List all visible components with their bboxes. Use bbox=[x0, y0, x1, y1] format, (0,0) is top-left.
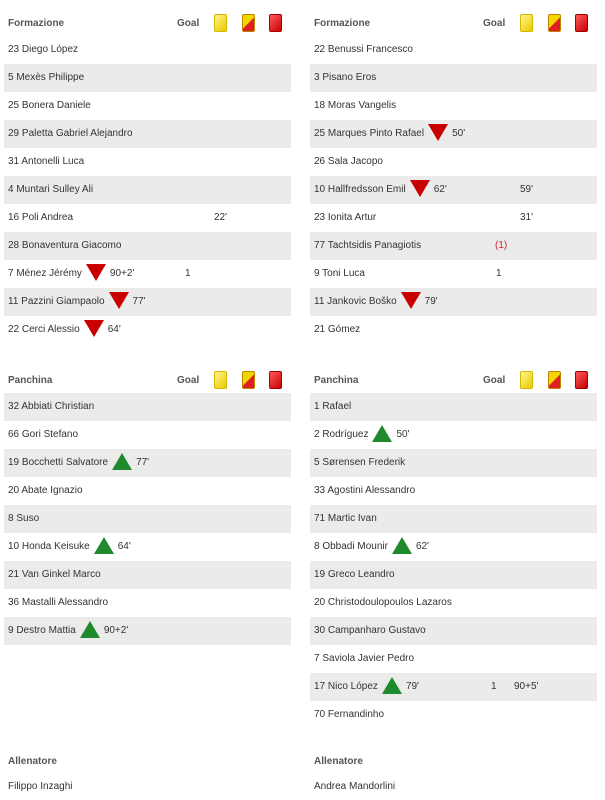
substitution-in-arrow bbox=[382, 677, 402, 694]
player-row bbox=[310, 393, 597, 421]
player-name: 25 Marques Pinto Rafael bbox=[314, 128, 425, 139]
player-row bbox=[4, 260, 291, 288]
substitution-in-arrow bbox=[94, 537, 114, 554]
player-row bbox=[310, 316, 597, 344]
home-coach-name: Filippo Inzaghi bbox=[8, 781, 73, 792]
player-name: 10 Honda Keisuke bbox=[8, 541, 90, 552]
substitution-time: 62' bbox=[433, 184, 447, 195]
second-yellow-card-icon bbox=[242, 14, 255, 32]
yellow-card-icon bbox=[520, 371, 533, 389]
substitution-out-arrow bbox=[84, 320, 104, 337]
red-card-icon bbox=[575, 371, 588, 389]
player-name: 31 Antonelli Luca bbox=[8, 156, 85, 167]
player-name: 26 Sala Jacopo bbox=[314, 156, 383, 167]
substitution-time: 79' bbox=[424, 296, 438, 307]
yellow-card-icon bbox=[520, 14, 533, 32]
away-lineup-header bbox=[310, 12, 597, 32]
player-name: 23 Diego López bbox=[8, 44, 79, 55]
goals-count: 1 bbox=[491, 681, 497, 692]
player-row bbox=[4, 561, 291, 589]
player-name: 17 Nico López bbox=[314, 681, 378, 692]
player-name: 32 Abbiati Christian bbox=[8, 401, 95, 412]
substitution-in-arrow bbox=[392, 537, 412, 554]
player-name: 29 Paletta Gabriel Alejandro bbox=[8, 128, 133, 139]
player-row bbox=[310, 288, 597, 316]
substitution-time: 90+2' bbox=[103, 625, 129, 636]
goal-column-header: Goal bbox=[177, 18, 200, 29]
player-name: 5 Sørensen Frederik bbox=[314, 457, 406, 468]
player-row bbox=[4, 92, 291, 120]
player-row bbox=[4, 316, 291, 344]
player-name: 2 Rodríguez bbox=[314, 429, 369, 440]
yellow-card-icon bbox=[214, 371, 227, 389]
player-row bbox=[4, 421, 291, 449]
player-name: 21 Gómez bbox=[314, 324, 361, 335]
away-bench-table bbox=[310, 369, 597, 729]
player-row bbox=[4, 232, 291, 260]
home-lineup-table bbox=[4, 12, 291, 344]
player-name: 36 Mastalli Alessandro bbox=[8, 597, 109, 608]
substitution-out-arrow bbox=[109, 292, 129, 309]
card-time: 90+5' bbox=[514, 681, 539, 692]
player-name: 10 Hallfredsson Emil bbox=[314, 184, 406, 195]
yellow-card-icon bbox=[214, 14, 227, 32]
player-row bbox=[310, 617, 597, 645]
player-row bbox=[4, 120, 291, 148]
player-row bbox=[4, 64, 291, 92]
home-bench-header bbox=[4, 369, 291, 389]
substitution-out-arrow bbox=[410, 180, 430, 197]
player-row bbox=[310, 505, 597, 533]
player-row bbox=[310, 477, 597, 505]
player-row bbox=[310, 260, 597, 288]
player-row bbox=[4, 148, 291, 176]
player-name: 20 Abate Ignazio bbox=[8, 485, 83, 496]
goals-count: 1 bbox=[185, 268, 191, 279]
player-name: 7 Ménez Jérémy bbox=[8, 268, 82, 279]
player-name: 18 Moras Vangelis bbox=[314, 100, 397, 111]
substitution-in-arrow bbox=[372, 425, 392, 442]
player-name: 5 Mexès Philippe bbox=[8, 72, 85, 83]
player-row bbox=[4, 505, 291, 533]
substitution-time: 90+2' bbox=[109, 268, 135, 279]
substitution-time: 64' bbox=[107, 324, 121, 335]
player-name: 22 Cerci Alessio bbox=[8, 324, 80, 335]
player-name: 30 Campanharo Gustavo bbox=[314, 625, 426, 636]
player-name: 71 Martic Ivan bbox=[314, 513, 377, 524]
player-row bbox=[310, 673, 597, 701]
away-coach-label: Allenatore bbox=[314, 756, 363, 767]
goals-count: 1 bbox=[496, 268, 502, 279]
player-name: 19 Greco Leandro bbox=[314, 569, 395, 580]
player-row bbox=[310, 701, 597, 729]
player-name: 19 Bocchetti Salvatore bbox=[8, 457, 109, 468]
player-name: 3 Pisano Eros bbox=[314, 72, 377, 83]
player-row bbox=[310, 64, 597, 92]
player-name: 70 Fernandinho bbox=[314, 709, 385, 720]
player-name: 25 Bonera Daniele bbox=[8, 100, 91, 111]
player-name: 9 Destro Mattia bbox=[8, 625, 76, 636]
yellow-card-time: 31' bbox=[520, 212, 534, 223]
substitution-time: 77' bbox=[132, 296, 146, 307]
home-bench-table bbox=[4, 369, 291, 645]
substitution-out-arrow bbox=[86, 264, 106, 281]
player-name: 16 Poli Andrea bbox=[8, 212, 74, 223]
player-name: 1 Rafael bbox=[314, 401, 352, 412]
player-row bbox=[310, 561, 597, 589]
player-row bbox=[4, 204, 291, 232]
player-row bbox=[4, 288, 291, 316]
home-coach-label: Allenatore bbox=[8, 756, 57, 767]
player-row bbox=[310, 176, 597, 204]
away-coach-name: Andrea Mandorlini bbox=[314, 781, 396, 792]
substitution-time: 50' bbox=[396, 429, 410, 440]
substitution-time: 64' bbox=[117, 541, 131, 552]
player-row bbox=[310, 120, 597, 148]
player-name: 7 Saviola Javier Pedro bbox=[314, 653, 415, 664]
substitution-time: 77' bbox=[136, 457, 150, 468]
player-row bbox=[4, 449, 291, 477]
substitution-out-arrow bbox=[428, 124, 448, 141]
substitution-time: 62' bbox=[415, 541, 429, 552]
player-name: 21 Van Ginkel Marco bbox=[8, 569, 101, 580]
home-lineup-header bbox=[4, 12, 291, 32]
player-row bbox=[4, 36, 291, 64]
bench-title: Panchina bbox=[314, 375, 359, 386]
second-yellow-card-icon bbox=[242, 371, 255, 389]
goal-column-header: Goal bbox=[483, 375, 506, 386]
lineup-title: Formazione bbox=[8, 18, 65, 29]
player-row bbox=[310, 421, 597, 449]
player-row bbox=[4, 533, 291, 561]
lineup-title: Formazione bbox=[314, 18, 371, 29]
bench-title: Panchina bbox=[8, 375, 53, 386]
player-row bbox=[310, 232, 597, 260]
player-row bbox=[310, 92, 597, 120]
player-name: 9 Toni Luca bbox=[314, 268, 365, 279]
player-row bbox=[310, 204, 597, 232]
player-name: 8 Obbadi Mounir bbox=[314, 541, 388, 552]
player-row bbox=[310, 148, 597, 176]
goal-column-header: Goal bbox=[483, 18, 506, 29]
own-goal-count: (1) bbox=[495, 240, 508, 251]
substitution-time: 79' bbox=[405, 681, 419, 692]
player-name: 77 Tachtsidis Panagiotis bbox=[314, 240, 422, 251]
red-card-icon bbox=[269, 14, 282, 32]
second-yellow-card-icon bbox=[548, 371, 561, 389]
player-row bbox=[310, 36, 597, 64]
player-row bbox=[4, 589, 291, 617]
away-lineup-table bbox=[310, 12, 597, 344]
substitution-out-arrow bbox=[401, 292, 421, 309]
player-name: 23 Ionita Artur bbox=[314, 212, 377, 223]
goal-column-header: Goal bbox=[177, 375, 200, 386]
red-card-icon bbox=[575, 14, 588, 32]
substitution-time: 50' bbox=[452, 128, 466, 139]
yellow-card-time: 22' bbox=[214, 212, 228, 223]
player-name: 11 Jankovic Boško bbox=[314, 296, 397, 307]
player-name: 20 Christodoulopoulos Lazaros bbox=[314, 597, 452, 608]
player-name: 33 Agostini Alessandro bbox=[314, 485, 416, 496]
substitution-in-arrow bbox=[112, 453, 132, 470]
player-name: 22 Benussi Francesco bbox=[314, 44, 413, 55]
player-row bbox=[4, 393, 291, 421]
away-bench-header bbox=[310, 369, 597, 389]
yellow-card-time: 59' bbox=[520, 184, 534, 195]
second-yellow-card-icon bbox=[548, 14, 561, 32]
player-row bbox=[4, 176, 291, 204]
player-name: 4 Muntari Sulley Ali bbox=[8, 184, 94, 195]
player-row bbox=[4, 617, 291, 645]
player-row bbox=[310, 533, 597, 561]
player-name: 8 Suso bbox=[8, 513, 40, 524]
player-row bbox=[310, 449, 597, 477]
player-name: 11 Pazzini Giampaolo bbox=[8, 296, 105, 307]
player-name: 66 Gori Stefano bbox=[8, 429, 79, 440]
player-row bbox=[310, 589, 597, 617]
substitution-in-arrow bbox=[80, 621, 100, 638]
player-name: 28 Bonaventura Giacomo bbox=[8, 240, 122, 251]
player-row bbox=[4, 477, 291, 505]
player-row bbox=[310, 645, 597, 673]
red-card-icon bbox=[269, 371, 282, 389]
